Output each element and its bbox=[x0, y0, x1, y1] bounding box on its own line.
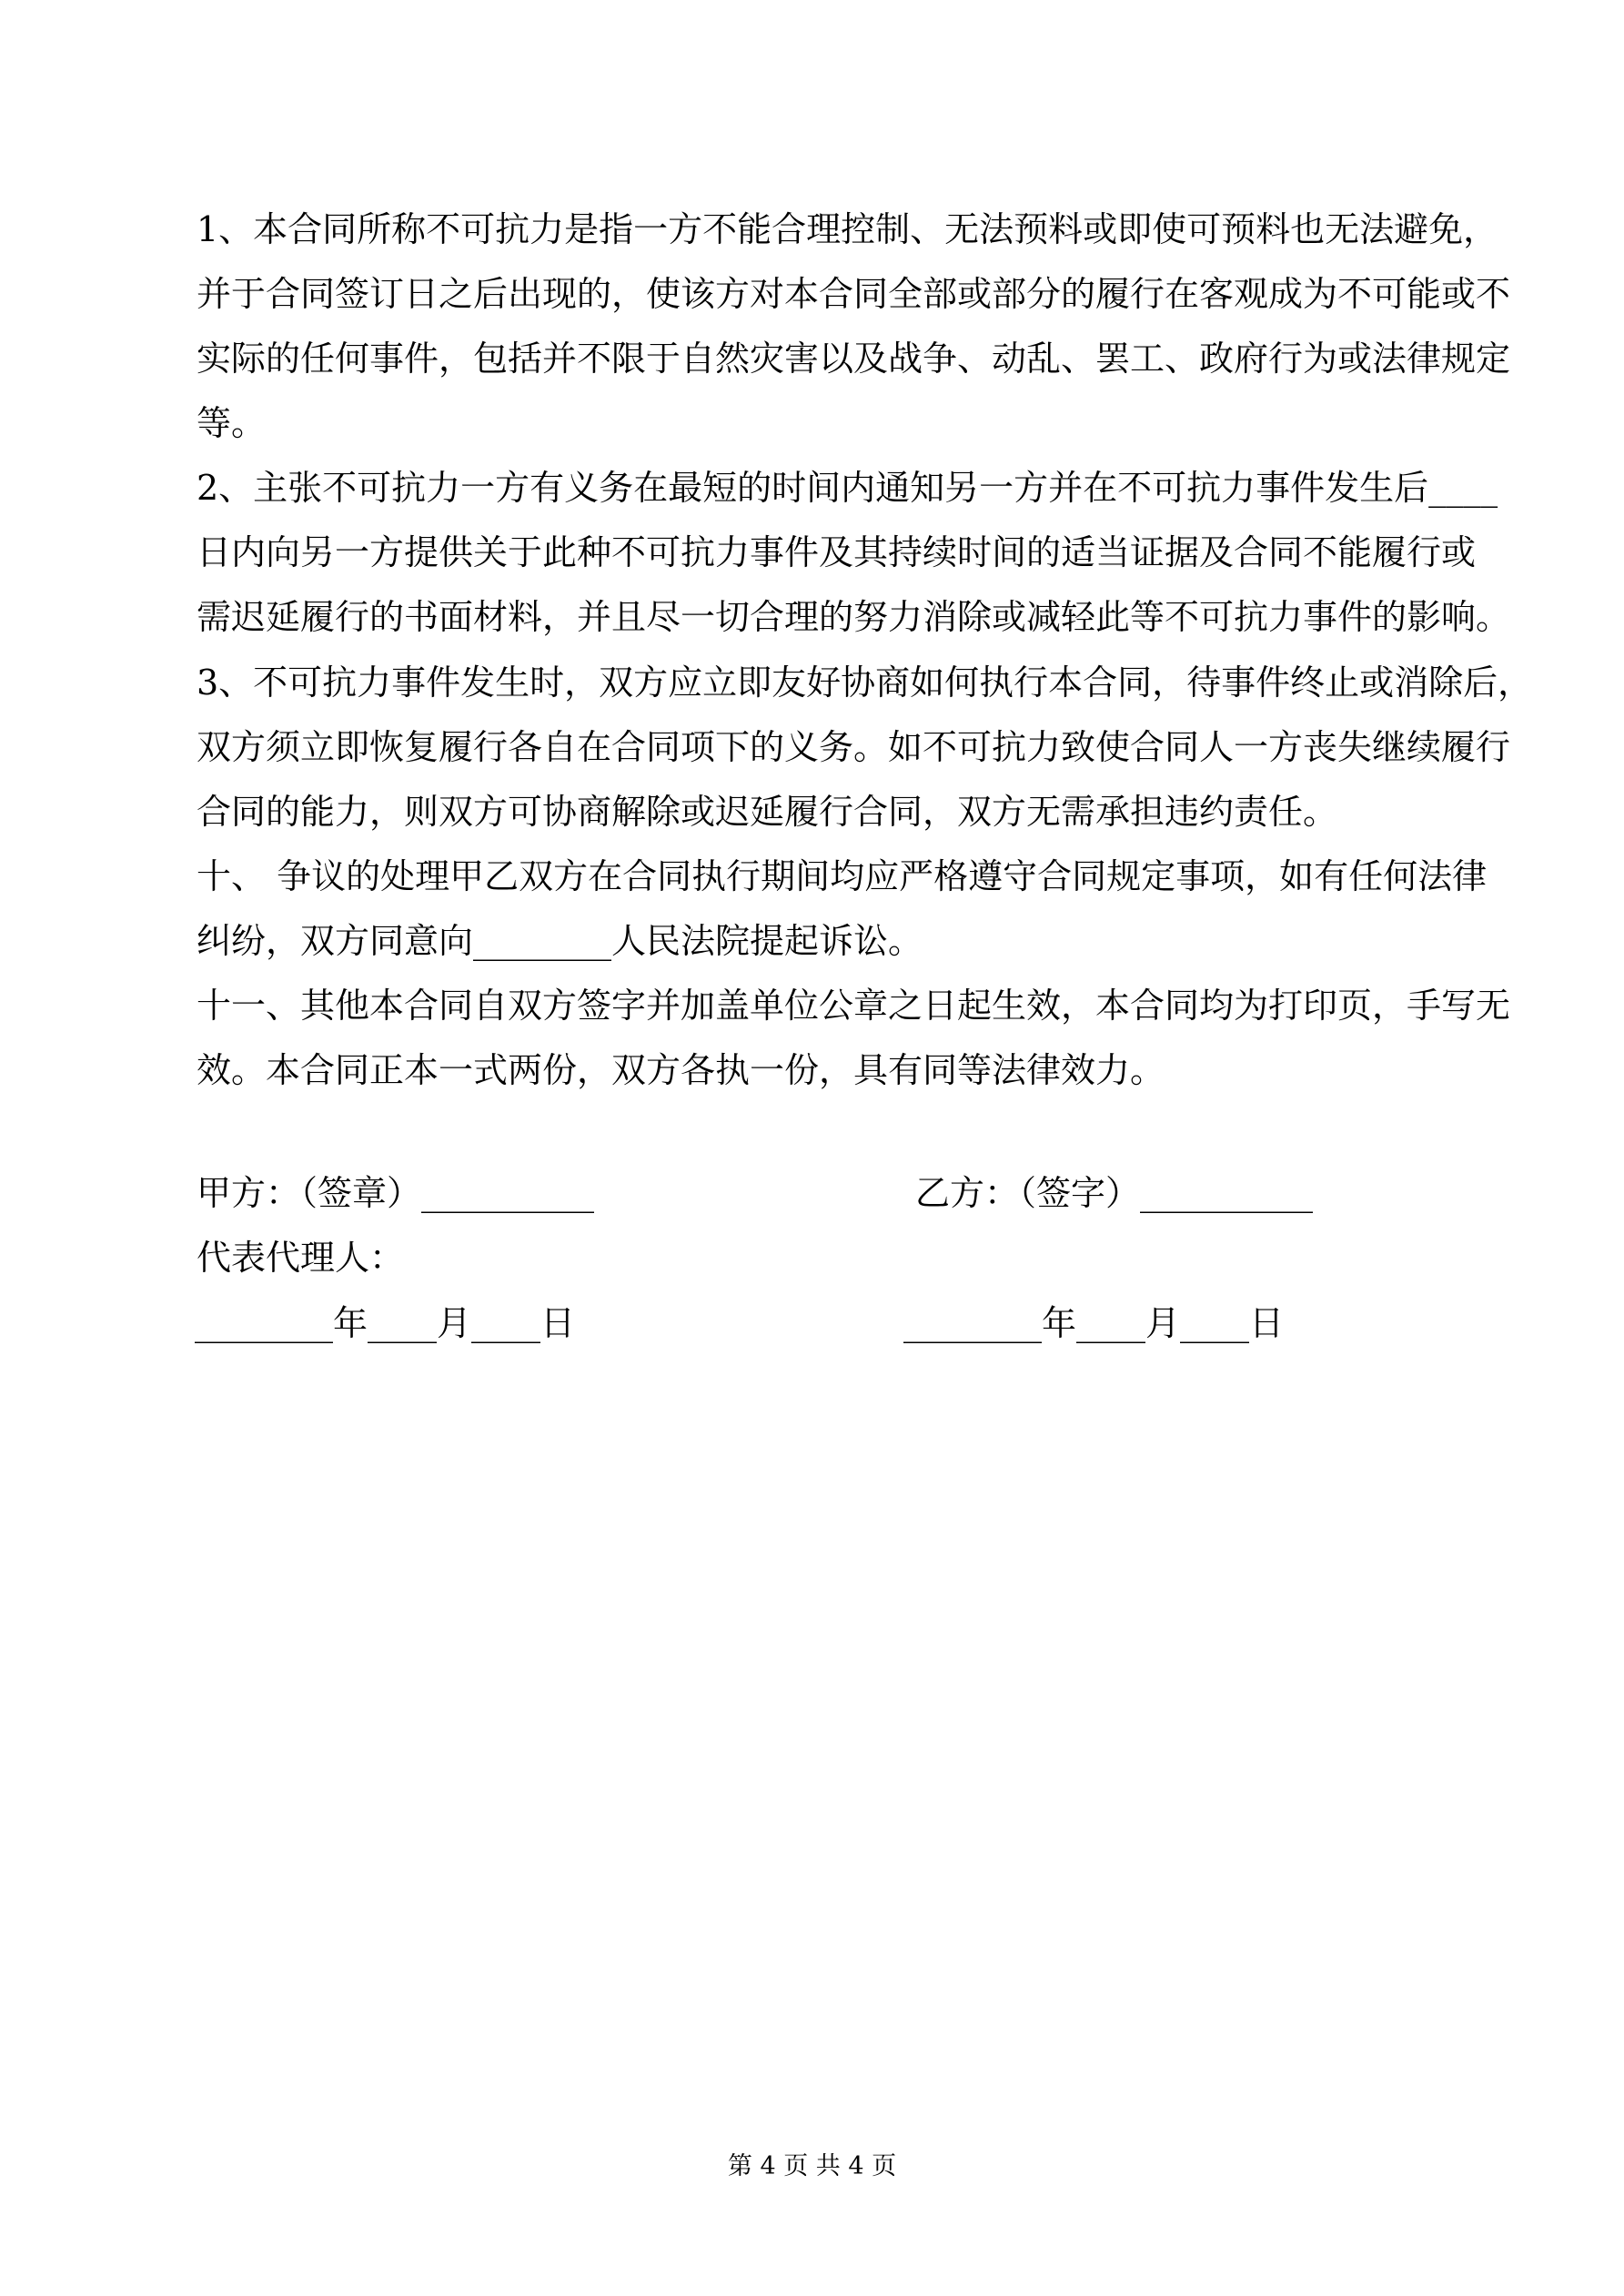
page-number: 第 4 页 共 4 页 bbox=[727, 2152, 897, 2180]
party-a-date: ________年____月____日 bbox=[195, 1303, 576, 1343]
clause-2-line-2: 日内向另一方提供关于此种不可抗力事件及其持续时间的适当证据及合同不能履行或 bbox=[197, 532, 1477, 572]
clause-2-line-3: 需迟延履行的书面材料，并且尽一切合理的努力消除或减轻此等不可抗力事件的影响。 bbox=[197, 597, 1511, 637]
clause-10-line-1: 十、 争议的处理甲乙双方在合同执行期间均应严格遵守合同规定事项，如有任何法律 bbox=[197, 856, 1488, 896]
party-b-signature: 乙方：（签字）__________ bbox=[915, 1173, 1314, 1213]
clause-3-line-1: 3、不可抗力事件发生时，双方应立即友好协商如何执行本合同，待事件终止或消除后， bbox=[197, 663, 1533, 703]
clause-11-line-2: 效。本合同正本一式两份，双方各执一份，具有同等法律效力。 bbox=[197, 1050, 1165, 1090]
clause-1-line-4: 等。 bbox=[197, 403, 267, 443]
clause-10-line-2: 纠纷，双方同意向________人民法院提起诉讼。 bbox=[197, 921, 923, 961]
clause-1-line-1: 1、本合同所称不可抗力是指一方不能合理控制、无法预料或即使可预料也无法避免， bbox=[197, 209, 1498, 249]
clause-3-line-3: 合同的能力，则双方可协商解除或迟延履行合同，双方无需承担违约责任。 bbox=[197, 792, 1338, 832]
clause-3-line-2: 双方须立即恢复履行各自在合同项下的义务。如不可抗力致使合同人一方丧失继续履行 bbox=[197, 727, 1511, 767]
clause-11-line-1: 十一、其他本合同自双方签字并加盖单位公章之日起生效，本合同均为打印页，手写无 bbox=[197, 986, 1511, 1026]
agent-label: 代表代理人： bbox=[197, 1238, 405, 1278]
clause-1-line-2: 并于合同签订日之后出现的，使该方对本合同全部或部分的履行在客观成为不可能或不 bbox=[197, 274, 1511, 314]
party-b-date: ________年____月____日 bbox=[903, 1303, 1285, 1343]
clause-1-line-3: 实际的任何事件，包括并不限于自然灾害以及战争、动乱、罢工、政府行为或法律规定 bbox=[197, 339, 1511, 379]
clause-2-line-1: 2、主张不可抗力一方有义务在最短的时间内通知另一方并在不可抗力事件发生后____ bbox=[197, 468, 1498, 508]
party-a-signature: 甲方：（签章）__________ bbox=[197, 1173, 595, 1213]
